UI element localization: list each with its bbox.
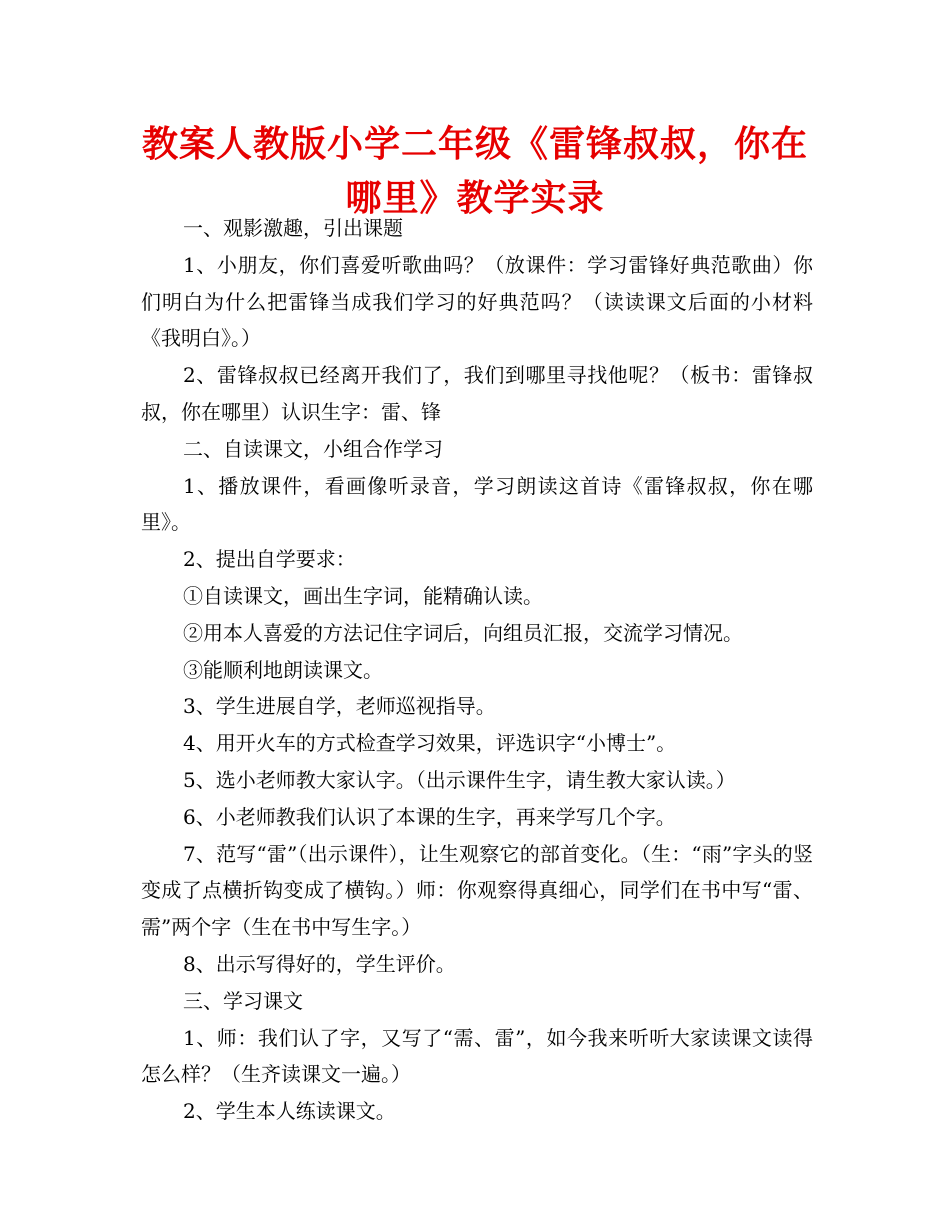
paragraph: 3、学生进展自学，老师巡视指导。 — [183, 694, 496, 719]
list-item: ②用本人喜爱的方法记住字词后，向组员汇报，交流学习情况。 — [183, 620, 743, 645]
document-title: 教案人教版小学二年级《雷锋叔叔，你在哪里》教学实录 — [141, 124, 808, 219]
paragraph: 5、选小老师教大家认字。（出示课件生字，请生教大家认读。） — [183, 767, 736, 792]
paragraph: 2、学生本人练读课文。 — [183, 1099, 396, 1124]
paragraph: 2、提出自学要求： — [183, 547, 356, 572]
document-body — [141, 210, 813, 1130]
paragraph: 4、用开火车的方式检查学习效果，评选识字“小博士”。 — [183, 731, 677, 756]
paragraph: 2、雷锋叔叔已经离开我们了，我们到哪里寻找他呢？（板书：雷锋叔叔，你在哪里）认识生字：雷、锋 — [141, 363, 813, 424]
heading-section-1: 一、观影激趣，引出课题 — [183, 216, 403, 240]
paragraph: 1、小朋友，你们喜爱听歌曲吗？（放课件：学习雷锋好典范歌曲）你们明白为什么把雷锋当成我们学习的好典范吗？（读读课文后面的小材料《我明白》。） — [141, 252, 813, 351]
paragraph: 1、师：我们认了字，又写了“需、雷”，如今我来听听大家读课文读得怎么样？（生齐读课文一遍。） — [141, 1025, 813, 1087]
paragraph: 1、播放课件，看画像听录音，学习朗读这首诗《雷锋叔叔，你在哪里》。 — [141, 473, 813, 535]
heading-section-2: 二、自读课文，小组合作学习 — [183, 436, 443, 461]
list-item: ③能顺利地朗读课文。 — [183, 657, 383, 682]
paragraph: 8、出示写得好的，学生评价。 — [183, 951, 456, 976]
list-item: ①自读课文，画出生字词，能精确认读。 — [183, 583, 543, 608]
heading-section-3: 三、学习课文 — [183, 988, 303, 1013]
paragraph: 6、小老师教我们认识了本课的生字，再来学写几个字。 — [183, 804, 676, 829]
paragraph: 7、范写“雷”（出示课件），让生观察它的部首变化。（生：“雨”字头的竖变成了点横折钩变成了横钩。）师：你观察得真细心，同学们在书中写“雷、需”两个字（生在书中写生字。） — [141, 841, 813, 940]
